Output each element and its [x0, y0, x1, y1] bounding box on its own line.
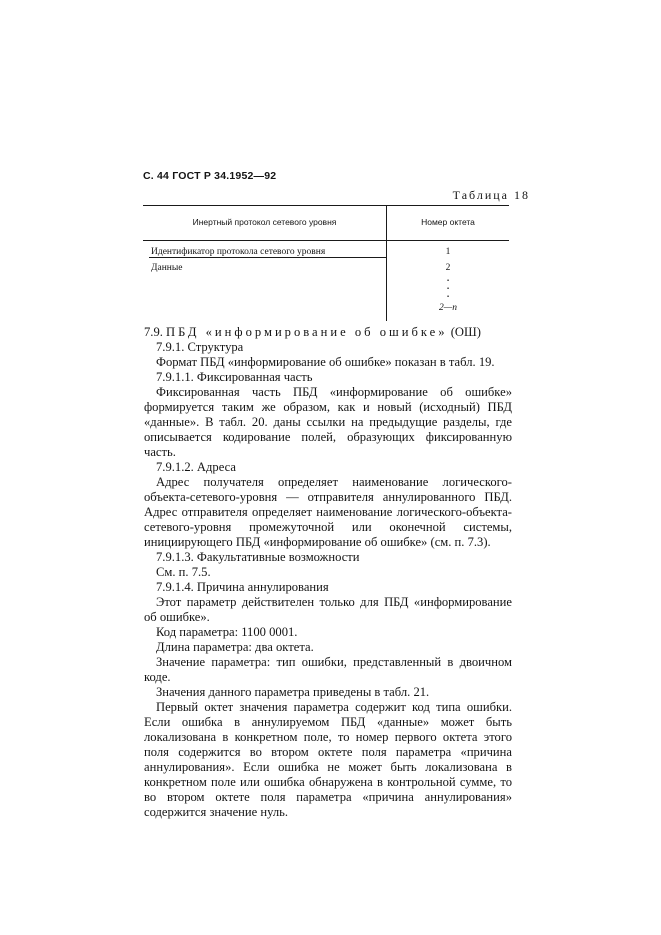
table-last-value: 2—n	[439, 303, 457, 313]
section-heading: 7.9.1.3. Факультативные возможности	[156, 550, 360, 564]
table-row-label: Данные	[151, 263, 183, 273]
body-text	[144, 325, 512, 820]
table-row-value: 1	[445, 247, 451, 257]
table-row-value: 2	[445, 263, 451, 273]
table-top-rule	[143, 205, 509, 206]
table-caption: Таблица 18	[452, 188, 530, 202]
paragraph: Код параметра: 1100 0001.	[156, 625, 298, 639]
table-row-label: Идентификатор протокола сетевого уровня	[151, 247, 326, 257]
section-heading: 7.9.1.1. Фиксированная часть	[156, 370, 313, 384]
paragraph: Длина параметра: два октета.	[156, 640, 314, 654]
table-continuation-dots: . . .	[446, 274, 450, 300]
paragraph: Фиксированная часть ПБД «информирование об ошибке» формируется таким же образом, как и новый (исходный) ПБД «данные». В табл. 20. даны ссылки на предыдущие разделы, где описывается кодирование полей, образующих фиксированную часть.	[144, 385, 512, 459]
table-header-rule	[143, 240, 509, 241]
table-row-underline	[149, 257, 386, 258]
paragraph: Формат ПБД «информирование об ошибке» показан в табл. 19.	[156, 355, 495, 369]
paragraph: Первый октет значения параметра содержит код типа ошибки. Если ошибка в аннулируемом ПБД «данные» может быть локализована в конкретном поле, то номер первого октета этого поля содержится во втором октете поля параметра «причина аннулирования». Если ошибка не может быть локализована в конкретном поле или ошибка обнаружена в контрольной сумме, то во втором октете поля параметра «причина аннулирования» содержится значение нуль.	[144, 700, 512, 819]
running-header: С. 44 ГОСТ Р 34.1952—92	[143, 170, 277, 182]
paragraph: Адрес получателя определяет наименование логического-объекта-сетевого-уровня — отправителя аннулированного ПБД. Адрес отправителя определяет наименование логического-объекта-сетевого-уровня промежуточной или оконечной системы, инициирующего ПБД «информирование об ошибке» (см. п. 7.3).	[144, 475, 512, 549]
paragraph: Значение параметра: тип ошибки, представленный в двоичном коде.	[144, 655, 512, 684]
table-col2-header: Номер октета	[421, 217, 475, 227]
section-heading: 7.9.1.4. Причина аннулирования	[156, 580, 329, 594]
paragraph: Значения данного параметра приведены в табл. 21.	[156, 685, 430, 699]
table-18	[143, 205, 509, 321]
paragraph: Этот параметр действителен только для ПБД «информирование об ошибке».	[144, 595, 512, 624]
paragraph: См. п. 7.5.	[156, 565, 211, 579]
section-heading: 7.9.1. Структура	[156, 340, 244, 354]
table-col1-header: Инертный протокол сетевого уровня	[192, 217, 337, 227]
section-heading: 7.9.1.2. Адреса	[156, 460, 236, 474]
section-heading-7-9: 7.9. ПБД «информирование об ошибке» (ОШ)	[144, 325, 481, 339]
